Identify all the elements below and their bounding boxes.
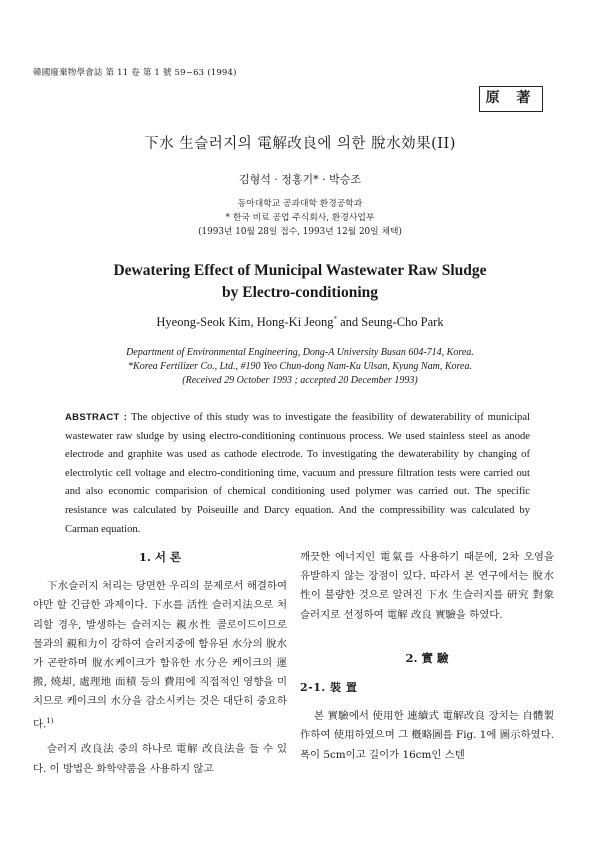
korean-affiliation-1: 동아대학교 공과대학 환경공학과 [237,199,363,209]
korean-title: 下水 生슬러지의 電解改良에 의한 脫水効果(II) [144,136,456,152]
english-affiliation-1: Department of Environmental Engineering, Dong-A University Busan 604-714, Korea. [126,347,474,358]
english-authors-last: and Seung-Cho Park [336,315,444,330]
section-1-paragraph-1-text: 下水슬러지 처리는 당면한 우리의 문제로서 해결하여야만 할 긴급한 과제이다. 下水를 活性 슬러지法으로 처리할 경우, 발생하는 슬러지는 親水性 콜로이드이므로 물과의 親和力이 강하여 슬러지중에 함유된 水分의 脫水가 곤란하며 脫水케이크가 함유한 水分은 케이크의 運搬, 燒却, 處理地 面積 등의 費用에 직접적인 영향을 미치므로 케이크의 水分을 감소시키는 것은 대단히 중요하다. [33,580,287,731]
article-type-badge: 原 著 [479,86,543,112]
abstract [65,409,530,539]
korean-received-date: (1993년 10월 28일 접수, 1993년 12월 20일 채택) [198,227,402,237]
subsection-2-1-heading: 2-1. 裝 置 [300,681,358,695]
english-authors [0,315,600,330]
english-authors-first: Hyeong-Seok Kim, Hong-Ki Jeong [156,315,334,330]
section-1-paragraph-2: 슬러지 改良法 중의 하나로 電解 改良法을 들 수 있다. 이 방법은 화학약품을 사용하지 않고 [33,743,287,775]
section-2-paragraph-1: 본 實驗에서 使用한 連續式 電解改良 장치는 自體製作하여 使用하였으며 그 槪略圖를 Fig. 1에 圖示하였다. 폭이 5cm이고 길이가 16cm인 스텐 [300,710,554,761]
english-received-date: (Received 29 October 1993 ; accepted 20 December 1993) [182,375,418,386]
body-column-left [33,548,287,779]
english-title-line-2: by Electro-conditioning [221,284,378,301]
section-2-heading: 2. 實 驗 [405,650,449,665]
section-1-paragraph-continued: 깨끗한 에너지인 電氣를 사용하기 때문에, 2차 오염을 유발하지 않는 장점이 있다. 따라서 본 연구에서는 脫水性이 불량한 것으로 알려진 下水 生슬러지를 硏究 對象 슬러지로 선정하여 電解 改良 實驗을 하였다. [300,551,554,621]
english-title [0,260,600,304]
korean-authors: 김형석 · 정홍기* · 박승조 [238,173,362,186]
section-1-paragraph-1 [33,577,287,734]
english-affiliation-2: *Korea Fertilizer Co., Ltd., #190 Yeo Chun-dong Nam-Ku Ulsan, Kyung Nam, Korea. [128,361,472,372]
journal-reference: 韓國廢棄物學會誌 第 11 卷 第 1 號 59~63 (1994) [33,68,237,78]
abstract-label: ABSTRACT : [65,412,128,423]
section-1-heading: 1. 서 론 [138,550,182,564]
abstract-text: The objective of this study was to investigate the feasibility of dewaterability of municipal wastewater raw sludge by using electro-conditioning continuous process. We used stainless steel as anode electrode and graphite was used as cathode electrode. To investigating the dewaterability by changing of electrolytic cell voltage and electro-conditioning time, vacuum and pressure filtration tests were carried out and also economic comparision of chemical conditioning used polymer was carried out. The specific resistance was calculated by Poiseuille and Darcy equation. And the compressibility was calculated by Carman equation. [65,412,530,535]
korean-affiliation-2: * 한국 비료 공업 주식회사, 환경사업부 [225,213,375,223]
reference-mark: 1) [46,716,54,725]
english-title-line-1: Dewatering Effect of Municipal Wastewater Raw Sludge [113,262,487,279]
body-column-right [300,548,554,765]
author-footnote-mark: * [333,315,337,323]
